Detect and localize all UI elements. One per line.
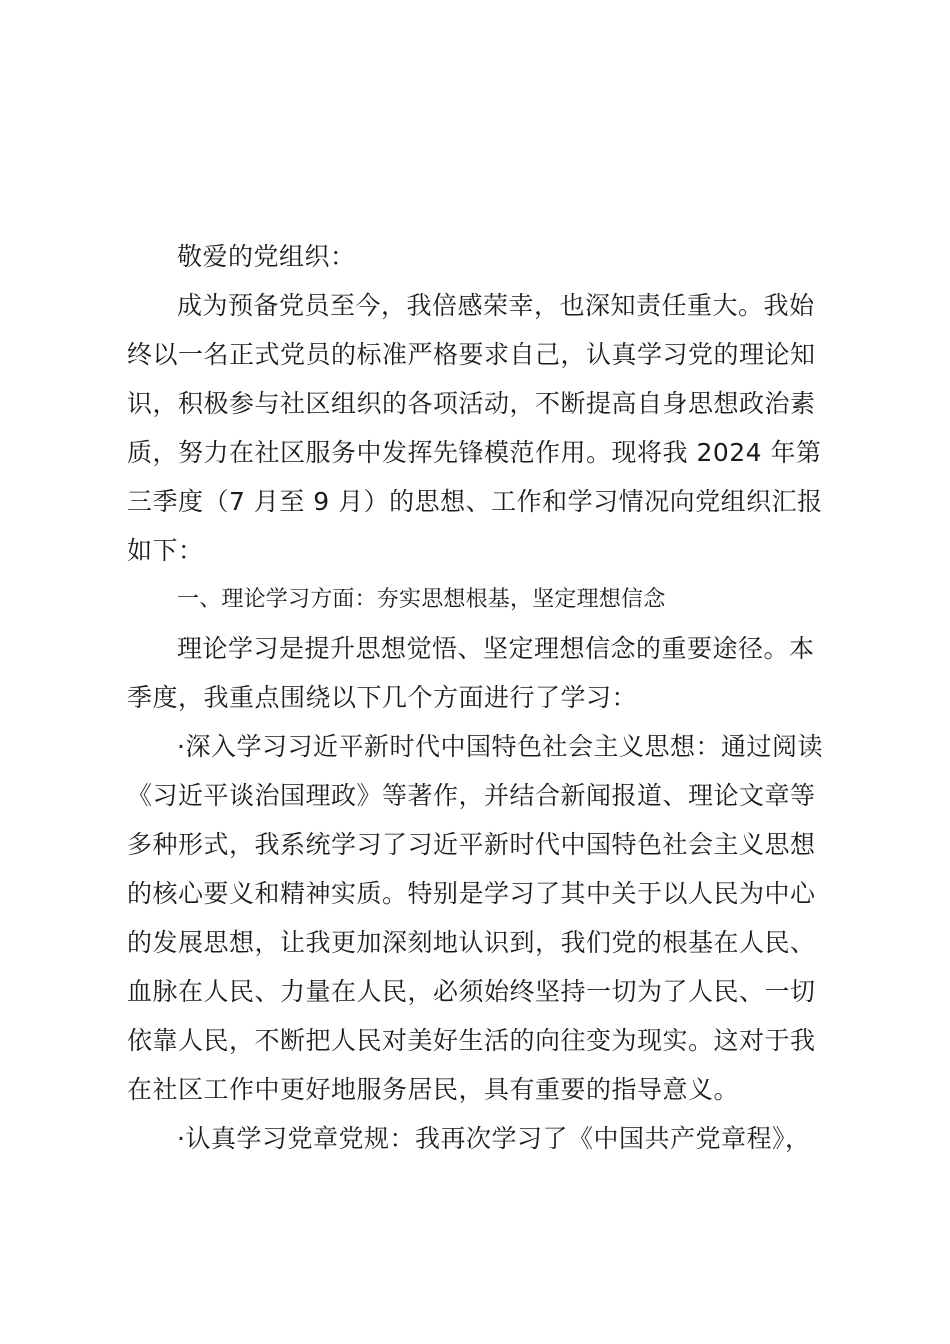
section-intro-paragraph [127,624,833,722]
greeting: 敬爱的党组织： [177,242,356,271]
paragraph-line: 季度，我重点围绕以下几个方面进行了学习： [127,683,638,712]
paragraph-line: ·深入学习习近平新时代中国特色社会主义思想：通过阅读 [177,732,823,761]
paragraph-line: 血脉在人民、力量在人民，必须始终坚持一切为了人民、一切 [127,977,816,1006]
paragraph-line: 终以一名正式党员的标准严格要求自己，认真学习党的理论知 [127,340,816,369]
paragraph-line: 理论学习是提升思想觉悟、坚定理想信念的重要途径。本 [177,634,815,663]
paragraph-line: 《习近平谈治国理政》等著作，并结合新闻报道、理论文章等 [127,781,816,810]
paragraph-line: ·认真学习党章党规：我再次学习了《中国共产党章程》， [177,1124,811,1153]
document-body [127,232,833,1163]
bullet-paragraph [127,1114,833,1163]
paragraph-line: 成为预备党员至今，我倍感荣幸，也深知责任重大。我始 [177,291,815,320]
bullet-paragraph [127,722,833,1114]
paragraph-line: 多种形式，我系统学习了习近平新时代中国特色社会主义思想 [127,830,816,859]
paragraph-line: 如下： [127,536,204,565]
paragraph-line: 质，努力在社区服务中发挥先锋模范作用。现将我 2024 年第 [127,438,822,467]
paragraph-line: 依靠人民，不断把人民对美好生活的向往变为现实。这对于我 [127,1026,816,1055]
intro-paragraph [127,281,833,575]
paragraph-line: 三季度（7 月至 9 月）的思想、工作和学习情况向党组织汇报 [127,487,823,516]
paragraph-line: 的发展思想，让我更加深刻地认识到，我们党的根基在人民、 [127,928,816,957]
paragraph-line: 的核心要义和精神实质。特别是学习了其中关于以人民为中心 [127,879,816,908]
section-heading: 一、理论学习方面：夯实思想根基，坚定理想信念 [177,587,666,612]
paragraph-line: 识，积极参与社区组织的各项活动，不断提高自身思想政治素 [127,389,816,418]
paragraph-line: 在社区工作中更好地服务居民，具有重要的指导意义。 [127,1075,740,1104]
